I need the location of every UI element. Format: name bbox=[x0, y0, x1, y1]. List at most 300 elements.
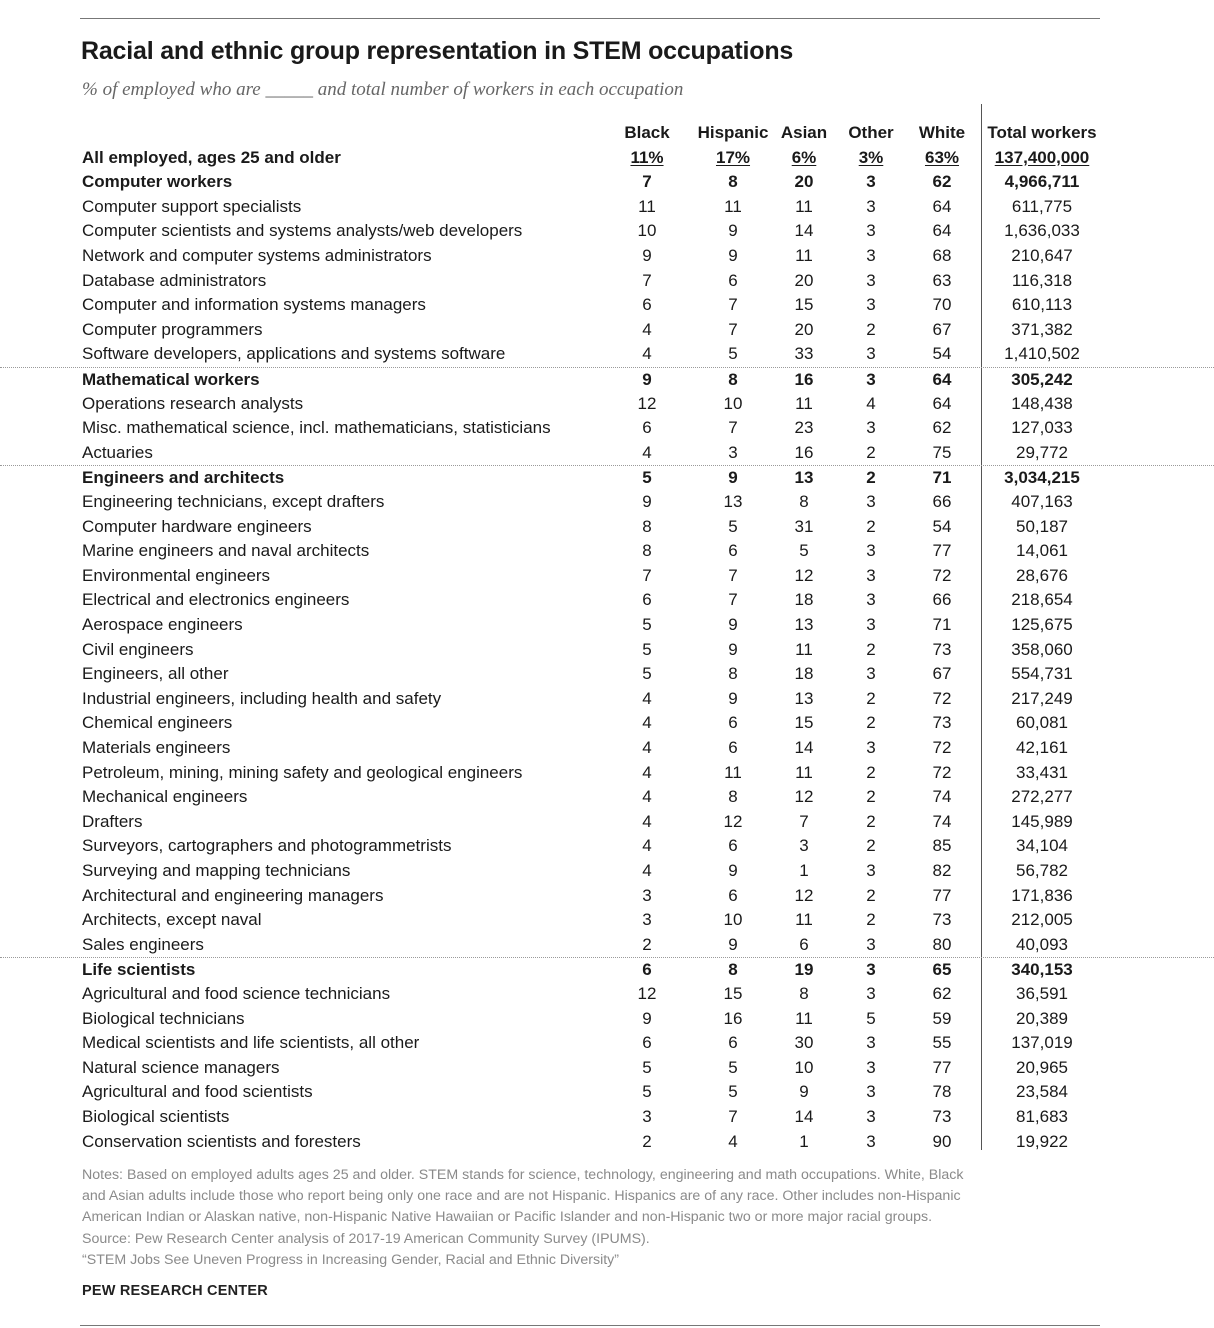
table-row bbox=[0, 219, 1214, 244]
table-row bbox=[0, 441, 1214, 466]
column-header-black: Black bbox=[624, 123, 670, 142]
cell-white: 62 bbox=[932, 418, 952, 438]
table-row bbox=[0, 490, 1214, 515]
cell-other: 2 bbox=[866, 516, 876, 536]
cell-total-workers: 28,676 bbox=[1016, 565, 1068, 585]
cell-total-workers: 210,647 bbox=[1011, 245, 1073, 265]
table-group-row bbox=[0, 367, 1214, 393]
row-label: Engineering technicians, except drafters bbox=[82, 491, 385, 511]
cell-total-workers: 340,153 bbox=[1011, 960, 1073, 980]
cell-asian: 13 bbox=[794, 468, 814, 488]
cell-other: 3 bbox=[866, 1082, 876, 1102]
table-row bbox=[0, 810, 1214, 835]
cell-hispanic: 11 bbox=[724, 762, 742, 782]
cell-white: 62 bbox=[932, 172, 952, 192]
cell-hispanic: 7 bbox=[728, 565, 738, 585]
cell-white: 54 bbox=[932, 516, 952, 536]
cell-asian: 16 bbox=[794, 369, 814, 389]
row-label: Civil engineers bbox=[82, 639, 194, 659]
cell-white: 72 bbox=[932, 762, 952, 782]
cell-total-workers: 272,277 bbox=[1011, 787, 1073, 807]
cell-black: 6 bbox=[642, 418, 652, 438]
cell-black: 2 bbox=[642, 934, 652, 954]
cell-total-workers: 34,104 bbox=[1016, 836, 1068, 856]
cell-white: 74 bbox=[932, 811, 952, 831]
cell-hispanic: 10 bbox=[723, 393, 743, 413]
cell-black: 6 bbox=[642, 295, 652, 315]
cell-other: 3 bbox=[866, 541, 876, 561]
row-label: Mechanical engineers bbox=[82, 787, 248, 807]
table-row bbox=[0, 539, 1214, 564]
table-group-row bbox=[0, 465, 1214, 491]
row-label: Computer scientists and systems analysts/web developers bbox=[82, 221, 523, 241]
cell-hispanic: 6 bbox=[728, 713, 738, 733]
cell-total-workers: 4,966,711 bbox=[1004, 172, 1080, 192]
chart-subtitle: % of employed who are _____ and total number of workers in each occupation bbox=[82, 79, 684, 100]
row-label: Surveying and mapping technicians bbox=[82, 860, 351, 880]
cell-total-workers: 610,113 bbox=[1011, 295, 1073, 315]
row-label: Operations research analysts bbox=[82, 393, 304, 413]
cell-black: 9 bbox=[642, 245, 652, 265]
cell-total-workers: 23,584 bbox=[1016, 1082, 1068, 1102]
cell-other: 2 bbox=[866, 713, 876, 733]
cell-hispanic: 6 bbox=[728, 541, 738, 561]
cell-total-workers: 81,683 bbox=[1016, 1106, 1068, 1126]
cell-other: 3 bbox=[866, 960, 876, 980]
table-row bbox=[0, 662, 1214, 687]
cell-black: 12 bbox=[637, 393, 657, 413]
cell-hispanic: 7 bbox=[728, 590, 738, 610]
cell-total-workers: 218,654 bbox=[1011, 590, 1073, 610]
cell-asian: 20 bbox=[794, 319, 814, 339]
cell-black: 6 bbox=[642, 960, 652, 980]
cell-asian: 11 bbox=[795, 639, 813, 659]
row-label: Medical scientists and life scientists, all other bbox=[82, 1033, 420, 1053]
cell-black: 4 bbox=[642, 762, 652, 782]
row-label: Biological scientists bbox=[82, 1106, 230, 1126]
table-row bbox=[0, 269, 1214, 294]
cell-asian: 20 bbox=[794, 172, 814, 192]
row-label: Drafters bbox=[82, 811, 143, 831]
cell-asian: 31 bbox=[794, 516, 814, 536]
cell-white: 85 bbox=[932, 836, 952, 856]
cell-hispanic: 7 bbox=[728, 418, 738, 438]
cell-hispanic: 12 bbox=[723, 811, 743, 831]
cell-black: 5 bbox=[642, 664, 652, 684]
cell-other: 2 bbox=[866, 787, 876, 807]
cell-hispanic: 9 bbox=[728, 688, 738, 708]
column-header-hispanic: Hispanic bbox=[697, 123, 769, 142]
cell-total-workers: 3,034,215 bbox=[1004, 468, 1080, 488]
cell-other: 2 bbox=[866, 639, 876, 659]
cell-white: 70 bbox=[932, 295, 952, 315]
cell-asian: 12 bbox=[794, 885, 814, 905]
cell-total-workers: 137,019 bbox=[1011, 1033, 1073, 1053]
cell-white: 71 bbox=[932, 614, 952, 634]
table-group-row bbox=[0, 146, 1214, 171]
cell-asian: 6 bbox=[799, 934, 809, 954]
cell-hispanic: 8 bbox=[728, 664, 738, 684]
table-row bbox=[0, 908, 1214, 933]
cell-asian: 11 bbox=[795, 762, 813, 782]
cell-white: 72 bbox=[932, 737, 952, 757]
row-label: Computer hardware engineers bbox=[82, 516, 312, 536]
cell-other: 3 bbox=[866, 934, 876, 954]
cell-asian: 11 bbox=[795, 910, 813, 930]
table-row bbox=[0, 859, 1214, 884]
cell-hispanic: 3 bbox=[728, 442, 738, 462]
table-row bbox=[0, 736, 1214, 761]
cell-white: 59 bbox=[932, 1008, 952, 1028]
cell-hispanic: 11 bbox=[724, 196, 742, 216]
table-row bbox=[0, 1031, 1214, 1056]
cell-black: 4 bbox=[642, 344, 652, 364]
table-group-row bbox=[0, 957, 1214, 983]
cell-white: 64 bbox=[932, 196, 952, 216]
cell-black: 5 bbox=[642, 1057, 652, 1077]
cell-hispanic: 15 bbox=[723, 983, 743, 1003]
cell-white: 77 bbox=[932, 1057, 952, 1077]
cell-white: 67 bbox=[932, 319, 952, 339]
row-label: Biological technicians bbox=[82, 1008, 245, 1028]
cell-hispanic: 8 bbox=[728, 960, 738, 980]
cell-other: 3 bbox=[866, 983, 876, 1003]
row-label: Chemical engineers bbox=[82, 713, 233, 733]
table-row bbox=[0, 1056, 1214, 1081]
row-label: Petroleum, mining, mining safety and geological engineers bbox=[82, 762, 523, 782]
row-label: Conservation scientists and foresters bbox=[82, 1131, 361, 1151]
cell-total-workers: 50,187 bbox=[1016, 516, 1068, 536]
cell-black: 2 bbox=[642, 1131, 652, 1151]
row-label: Computer support specialists bbox=[82, 196, 302, 216]
cell-hispanic: 13 bbox=[723, 491, 743, 511]
cell-asian: 15 bbox=[794, 295, 814, 315]
row-label: Database administrators bbox=[82, 270, 267, 290]
note-line: and Asian adults include those who report being only one race and are not Hispanic. Hispanics are of any race. Other includes non-Hispanic bbox=[82, 1188, 961, 1205]
cell-total-workers: 554,731 bbox=[1011, 664, 1073, 684]
cell-hispanic: 6 bbox=[728, 1033, 738, 1053]
cell-black: 5 bbox=[642, 1082, 652, 1102]
cell-black: 4 bbox=[642, 737, 652, 757]
table-row bbox=[0, 1105, 1214, 1130]
cell-other: 3 bbox=[866, 614, 876, 634]
cell-black: 4 bbox=[642, 713, 652, 733]
cell-white: 77 bbox=[932, 541, 952, 561]
cell-hispanic: 5 bbox=[728, 1082, 738, 1102]
cell-black: 9 bbox=[642, 491, 652, 511]
cell-total-workers: 145,989 bbox=[1011, 811, 1073, 831]
row-label: Architectural and engineering managers bbox=[82, 885, 384, 905]
row-label: Computer and information systems managers bbox=[82, 295, 426, 315]
cell-total-workers: 33,431 bbox=[1016, 762, 1068, 782]
cell-hispanic: 7 bbox=[728, 295, 738, 315]
row-label: Engineers, all other bbox=[82, 664, 229, 684]
table-group-row bbox=[0, 170, 1214, 195]
row-label: Life scientists bbox=[82, 960, 196, 980]
cell-total-workers: 407,163 bbox=[1011, 491, 1073, 511]
table-row bbox=[0, 342, 1214, 367]
cell-asian: 11 bbox=[795, 245, 813, 265]
cell-total-workers: 56,782 bbox=[1016, 860, 1068, 880]
cell-total-workers: 125,675 bbox=[1011, 614, 1073, 634]
row-label: Architects, except naval bbox=[82, 910, 262, 930]
cell-white: 74 bbox=[932, 787, 952, 807]
row-label: Electrical and electronics engineers bbox=[82, 590, 350, 610]
cell-hispanic: 10 bbox=[723, 910, 743, 930]
cell-other: 3 bbox=[866, 590, 876, 610]
table-row bbox=[0, 318, 1214, 343]
cell-hispanic: 6 bbox=[728, 836, 738, 856]
cell-black: 9 bbox=[642, 1008, 652, 1028]
cell-asian: 16 bbox=[794, 442, 814, 462]
note-line: Notes: Based on employed adults ages 25 and older. STEM stands for science, technology, engineering and math occupations. White, Black bbox=[82, 1167, 964, 1183]
table-row bbox=[0, 761, 1214, 786]
cell-white: 73 bbox=[932, 713, 952, 733]
table-row bbox=[0, 588, 1214, 613]
cell-black: 11 bbox=[638, 196, 656, 216]
cell-asian: 11 bbox=[795, 1008, 813, 1028]
row-label: Materials engineers bbox=[82, 737, 231, 757]
cell-asian: 20 bbox=[794, 270, 814, 290]
table-row bbox=[0, 244, 1214, 269]
cell-hispanic: 5 bbox=[728, 344, 738, 364]
cell-hispanic: 9 bbox=[728, 468, 738, 488]
cell-other: 3 bbox=[866, 565, 876, 585]
cell-black: 5 bbox=[642, 614, 652, 634]
cell-hispanic: 9 bbox=[728, 934, 738, 954]
cell-white: 72 bbox=[932, 565, 952, 585]
cell-other: 2 bbox=[866, 319, 876, 339]
cell-hispanic: 8 bbox=[728, 172, 738, 192]
cell-total-workers: 305,242 bbox=[1011, 369, 1073, 389]
note-line: “STEM Jobs See Uneven Progress in Increasing Gender, Racial and Ethnic Diversity” bbox=[82, 1251, 619, 1268]
cell-total-workers: 40,093 bbox=[1016, 934, 1068, 954]
cell-black: 3 bbox=[642, 910, 652, 930]
cell-black: 4 bbox=[642, 442, 652, 462]
column-header-white: White bbox=[918, 123, 966, 142]
cell-hispanic: 9 bbox=[728, 614, 738, 634]
cell-total-workers: 171,836 bbox=[1011, 885, 1073, 905]
cell-other: 2 bbox=[866, 836, 876, 856]
table-row bbox=[0, 785, 1214, 810]
cell-black: 8 bbox=[642, 516, 652, 536]
cell-asian: 6% bbox=[791, 147, 817, 167]
bottom-rule bbox=[80, 1325, 1100, 1326]
cell-other: 3 bbox=[866, 172, 876, 192]
row-label: Agricultural and food science technicians bbox=[82, 983, 391, 1003]
note-line: American Indian or Alaskan native, non-Hispanic Native Hawaiian or Pacific Islander and non-Hispanic two or more major racial groups. bbox=[82, 1209, 933, 1226]
cell-asian: 30 bbox=[794, 1033, 814, 1053]
table-row bbox=[0, 711, 1214, 736]
cell-black: 12 bbox=[637, 983, 657, 1003]
cell-white: 64 bbox=[932, 221, 952, 241]
cell-white: 90 bbox=[932, 1131, 952, 1151]
cell-other: 3 bbox=[866, 245, 876, 265]
cell-total-workers: 217,249 bbox=[1011, 688, 1073, 708]
cell-black: 5 bbox=[642, 468, 652, 488]
cell-asian: 23 bbox=[794, 418, 814, 438]
row-label: Environmental engineers bbox=[82, 565, 271, 585]
cell-total-workers: 29,772 bbox=[1016, 442, 1068, 462]
row-label: Software developers, applications and systems software bbox=[82, 344, 506, 364]
cell-total-workers: 20,965 bbox=[1016, 1057, 1068, 1077]
cell-other: 3 bbox=[866, 221, 876, 241]
cell-total-workers: 127,033 bbox=[1011, 418, 1073, 438]
cell-black: 7 bbox=[642, 565, 652, 585]
table-row bbox=[0, 515, 1214, 540]
row-label: Natural science managers bbox=[82, 1057, 280, 1077]
cell-asian: 33 bbox=[794, 344, 814, 364]
cell-other: 3 bbox=[866, 1033, 876, 1053]
cell-hispanic: 9 bbox=[728, 221, 738, 241]
cell-asian: 12 bbox=[794, 565, 814, 585]
table-row bbox=[0, 687, 1214, 712]
table-row bbox=[0, 1130, 1214, 1155]
cell-asian: 14 bbox=[794, 221, 814, 241]
cell-black: 7 bbox=[642, 270, 652, 290]
cell-total-workers: 212,005 bbox=[1011, 910, 1073, 930]
table-row bbox=[0, 564, 1214, 589]
cell-other: 2 bbox=[866, 762, 876, 782]
cell-other: 3 bbox=[866, 270, 876, 290]
cell-hispanic: 7 bbox=[728, 1106, 738, 1126]
chart-title: Racial and ethnic group representation in STEM occupations bbox=[81, 37, 794, 65]
cell-black: 7 bbox=[642, 172, 652, 192]
cell-total-workers: 42,161 bbox=[1016, 737, 1068, 757]
cell-asian: 12 bbox=[794, 787, 814, 807]
cell-white: 64 bbox=[932, 393, 952, 413]
table-row bbox=[0, 933, 1214, 958]
row-label: Marine engineers and naval architects bbox=[82, 541, 370, 561]
table-row bbox=[0, 613, 1214, 638]
cell-hispanic: 17% bbox=[715, 147, 751, 167]
cell-black: 6 bbox=[642, 1033, 652, 1053]
cell-white: 68 bbox=[932, 245, 952, 265]
cell-total-workers: 36,591 bbox=[1016, 983, 1068, 1003]
cell-white: 73 bbox=[932, 1106, 952, 1126]
cell-other: 3 bbox=[866, 369, 876, 389]
cell-other: 3 bbox=[866, 664, 876, 684]
cell-asian: 14 bbox=[794, 1106, 814, 1126]
cell-total-workers: 60,081 bbox=[1016, 713, 1068, 733]
cell-asian: 18 bbox=[794, 664, 814, 684]
cell-asian: 11 bbox=[795, 196, 813, 216]
table-row bbox=[0, 293, 1214, 318]
cell-black: 4 bbox=[642, 836, 652, 856]
cell-other: 2 bbox=[866, 468, 876, 488]
row-label: Engineers and architects bbox=[82, 468, 285, 488]
cell-black: 5 bbox=[642, 639, 652, 659]
cell-black: 3 bbox=[642, 1106, 652, 1126]
row-label: All employed, ages 25 and older bbox=[82, 147, 341, 167]
row-label: Actuaries bbox=[82, 442, 153, 462]
cell-asian: 9 bbox=[799, 1082, 809, 1102]
cell-total-workers: 148,438 bbox=[1011, 393, 1073, 413]
cell-white: 66 bbox=[932, 491, 952, 511]
cell-white: 75 bbox=[932, 442, 952, 462]
cell-hispanic: 5 bbox=[728, 516, 738, 536]
cell-total-workers: 19,922 bbox=[1016, 1131, 1068, 1151]
cell-asian: 1 bbox=[799, 860, 809, 880]
cell-white: 82 bbox=[932, 860, 952, 880]
row-label: Agricultural and food scientists bbox=[82, 1082, 313, 1102]
cell-white: 72 bbox=[932, 688, 952, 708]
cell-asian: 8 bbox=[799, 491, 809, 511]
row-label: Mathematical workers bbox=[82, 369, 260, 389]
cell-other: 3 bbox=[866, 737, 876, 757]
row-label: Computer programmers bbox=[82, 319, 263, 339]
cell-asian: 13 bbox=[794, 688, 814, 708]
cell-other: 3 bbox=[866, 418, 876, 438]
cell-other: 3 bbox=[866, 295, 876, 315]
cell-total-workers: 14,061 bbox=[1016, 541, 1068, 561]
row-label: Network and computer systems administrators bbox=[82, 245, 432, 265]
cell-black: 4 bbox=[642, 860, 652, 880]
cell-hispanic: 9 bbox=[728, 639, 738, 659]
cell-white: 64 bbox=[932, 369, 952, 389]
cell-total-workers: 371,382 bbox=[1011, 319, 1073, 339]
top-rule bbox=[80, 18, 1100, 19]
cell-other: 3% bbox=[858, 147, 884, 167]
cell-black: 4 bbox=[642, 787, 652, 807]
row-label: Misc. mathematical science, incl. mathematicians, statisticians bbox=[82, 418, 551, 438]
cell-white: 77 bbox=[932, 885, 952, 905]
cell-white: 78 bbox=[932, 1082, 952, 1102]
cell-other: 2 bbox=[866, 910, 876, 930]
cell-black: 6 bbox=[642, 590, 652, 610]
note-line: Source: Pew Research Center analysis of 2017-19 American Community Survey (IPUMS). bbox=[82, 1230, 650, 1247]
notes bbox=[82, 1165, 1102, 1271]
cell-other: 3 bbox=[866, 1106, 876, 1126]
cell-other: 3 bbox=[866, 1057, 876, 1077]
cell-white: 62 bbox=[932, 983, 952, 1003]
cell-asian: 15 bbox=[794, 713, 814, 733]
cell-white: 65 bbox=[932, 960, 952, 980]
cell-other: 3 bbox=[866, 1131, 876, 1151]
cell-white: 55 bbox=[932, 1033, 952, 1053]
cell-hispanic: 6 bbox=[728, 885, 738, 905]
cell-other: 4 bbox=[866, 393, 876, 413]
cell-asian: 7 bbox=[799, 811, 809, 831]
cell-black: 9 bbox=[642, 369, 652, 389]
cell-asian: 5 bbox=[799, 541, 809, 561]
cell-black: 10 bbox=[637, 221, 657, 241]
cell-hispanic: 9 bbox=[728, 860, 738, 880]
cell-other: 2 bbox=[866, 442, 876, 462]
cell-other: 3 bbox=[866, 196, 876, 216]
cell-asian: 19 bbox=[794, 960, 814, 980]
cell-hispanic: 16 bbox=[723, 1008, 743, 1028]
cell-total-workers: 116,318 bbox=[1011, 270, 1073, 290]
table-row bbox=[0, 982, 1214, 1007]
cell-white: 67 bbox=[932, 664, 952, 684]
cell-white: 73 bbox=[932, 910, 952, 930]
row-label: Sales engineers bbox=[82, 934, 204, 954]
cell-hispanic: 9 bbox=[728, 245, 738, 265]
table-row bbox=[0, 834, 1214, 859]
cell-other: 5 bbox=[866, 1008, 876, 1028]
cell-asian: 14 bbox=[794, 737, 814, 757]
cell-white: 66 bbox=[932, 590, 952, 610]
table-row bbox=[0, 416, 1214, 441]
cell-asian: 1 bbox=[799, 1131, 809, 1151]
cell-black: 3 bbox=[642, 885, 652, 905]
column-header-other: Other bbox=[848, 123, 894, 142]
cell-other: 2 bbox=[866, 811, 876, 831]
row-label: Aerospace engineers bbox=[82, 614, 243, 634]
cell-other: 3 bbox=[866, 491, 876, 511]
cell-hispanic: 4 bbox=[728, 1131, 738, 1151]
